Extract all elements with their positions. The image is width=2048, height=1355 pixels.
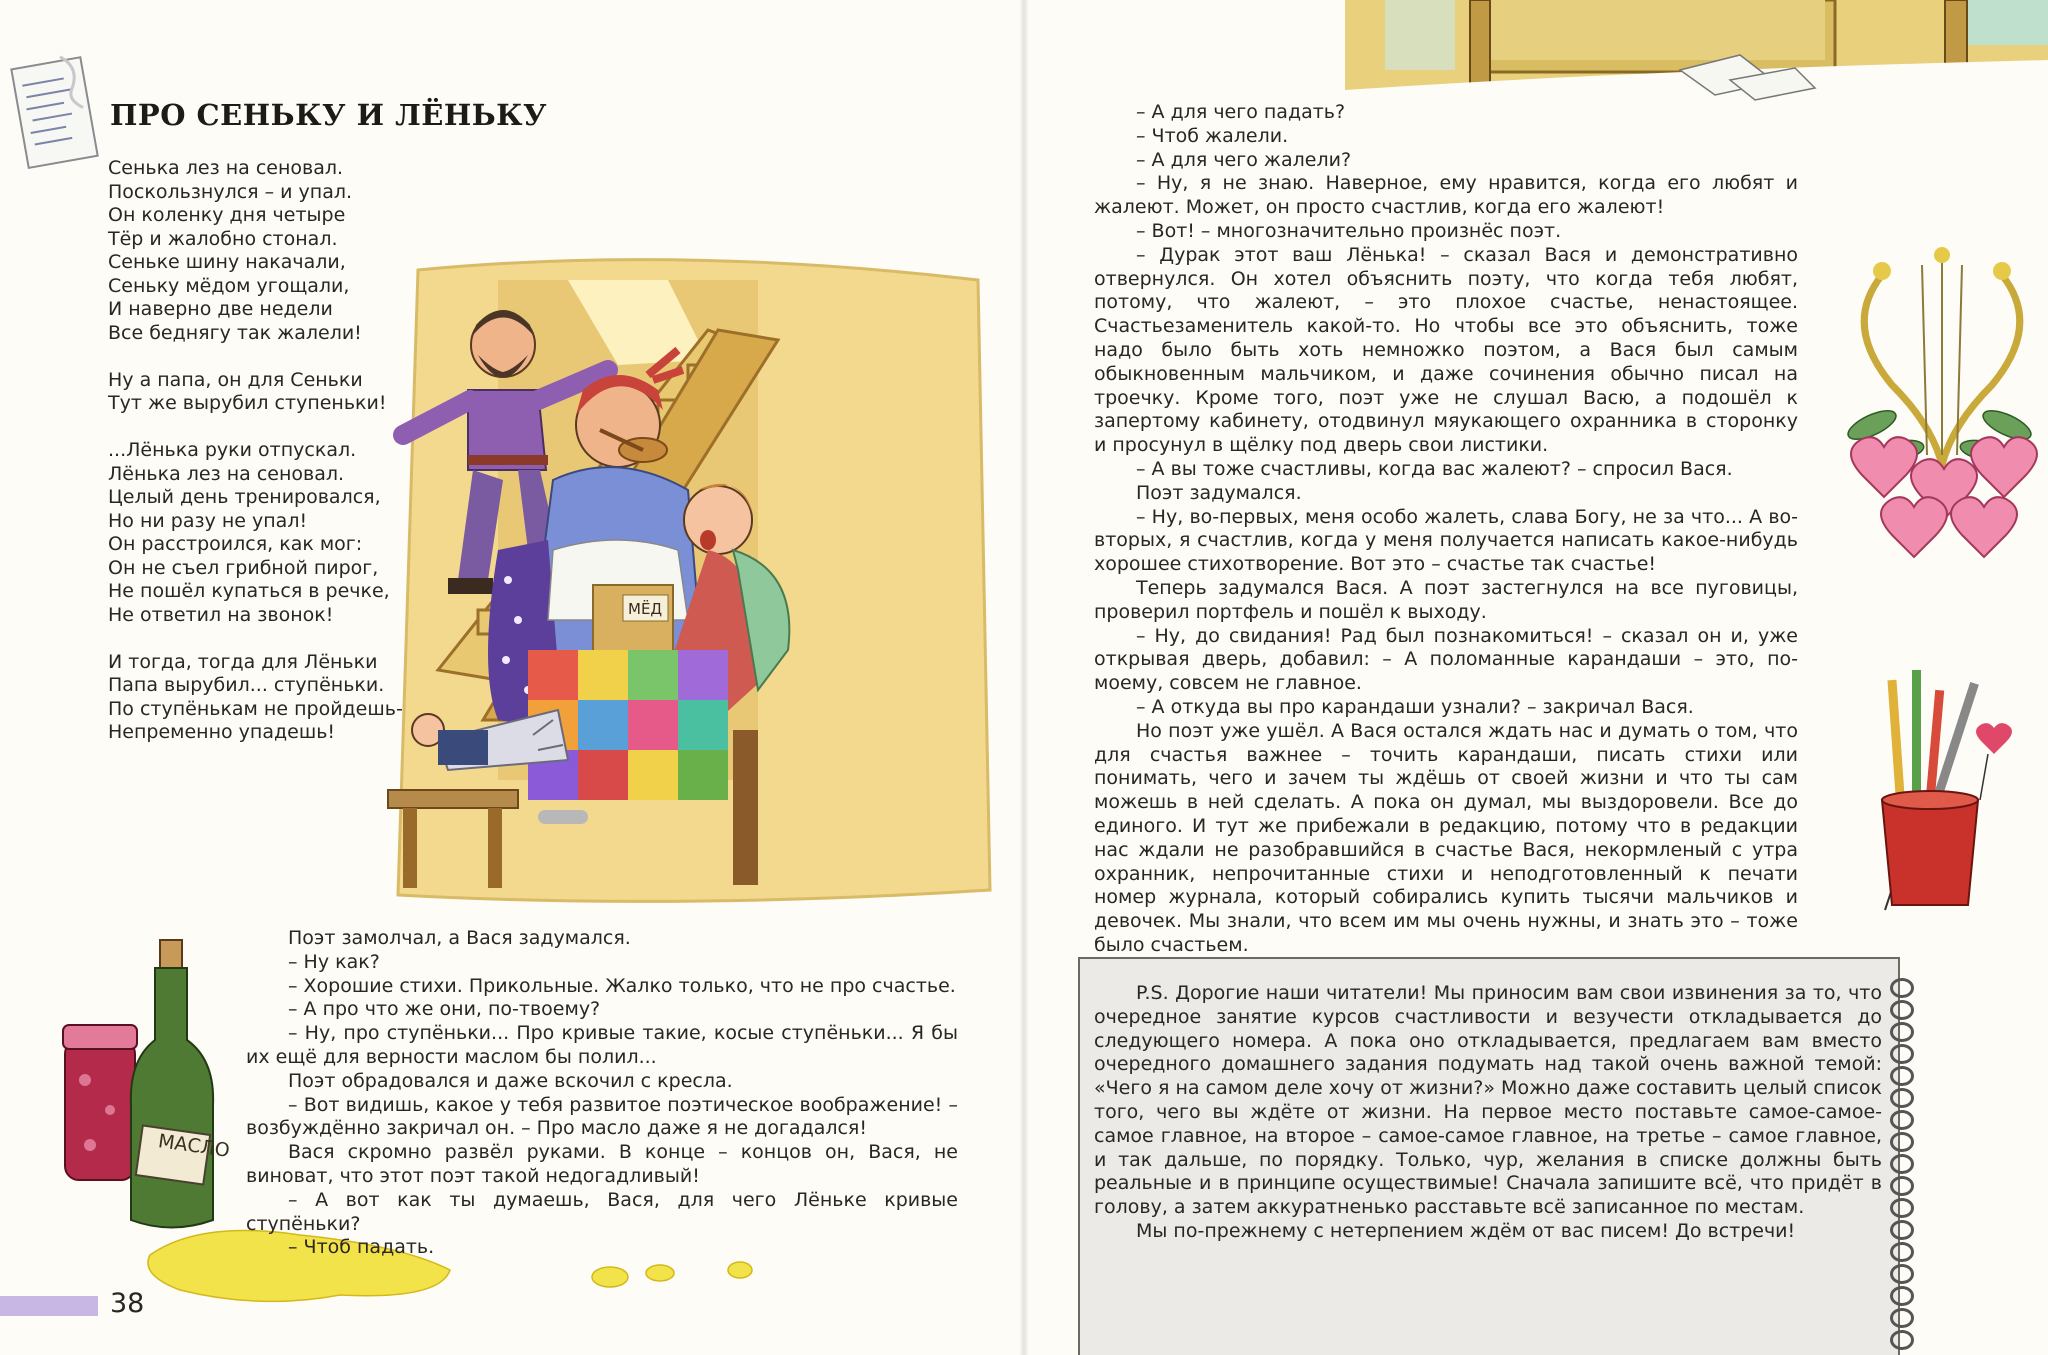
- poem-line: Лёнька лез на сеновал.: [108, 462, 345, 485]
- paragraph: – А вот как ты думаешь, Вася, для чего Лёньке кривые ступёньки?: [246, 1188, 958, 1235]
- page-spine: [1020, 0, 1028, 1355]
- oil-bottle-label: МАСЛО: [156, 1130, 232, 1162]
- paragraph: – А про что же они, по-твоему?: [288, 998, 601, 1021]
- right-prose-block: [1094, 101, 1798, 958]
- paragraph: Мы по-прежнему с нетерпением ждём от вас писем! До встречи!: [1136, 1219, 1796, 1242]
- page-number: 38: [110, 1288, 145, 1319]
- poem-line: И тогда, тогда для Лёньки: [108, 650, 378, 673]
- paragraph: – Ну, до свидания! Рад был познакомиться! – сказал он и, уже открывая дверь, добавил: – А поломанные карандаши – это, по-моему, совсем не главное.: [1094, 624, 1798, 695]
- poem-line: Не пошёл купаться в речке,: [108, 580, 390, 602]
- lyre-hearts-illustration: [1832, 235, 2048, 569]
- pencil-cup-illustration: [1870, 650, 2030, 924]
- poem-line: Непременно упадешь!: [108, 721, 336, 743]
- staircase-family-illustration: [378, 250, 998, 916]
- poem-line: Тёр и жалобно стонал.: [108, 227, 338, 250]
- paragraph: – Дурак этот ваш Лёнька! – сказал Вася и демонстративно отвернулся. Он хотел объяснить поэту, что когда тебя любят, потому, что жалеют, – это плохое счастье, ненастоящее. Счастьезаменитель какой-то. Но чтобы все это объяснить, тоже надо было быть хоть немножко поэтом, а Вася был самым обыкновенным мальчиком, и даже сочинения обычно писал на троечку. Кроме того, поэт уже не слушал Васю, а подошёл к запертому кабинету, отодвинул мяукающего охранника в сторонку и просунул в щёлку под дверь свои листики.: [1094, 243, 1798, 457]
- page-number-bar: [0, 1296, 98, 1316]
- poem-line: ...Лёнька руки отпускал.: [108, 439, 357, 461]
- article-title: ПРО СЕНЬКУ И ЛЁНЬКУ: [110, 98, 548, 132]
- poem-line: Он не съел грибной пирог,: [108, 556, 379, 579]
- stanza-break: [108, 627, 408, 651]
- spiral-ring: [1890, 1088, 1914, 1108]
- poem-line: Он расстроился, как мог:: [108, 533, 363, 555]
- paragraph: – А вы тоже счастливы, когда вас жалеют? – спросил Вася.: [1136, 457, 1733, 480]
- spiral-ring: [1890, 1000, 1914, 1020]
- spiral-ring: [1890, 1022, 1914, 1042]
- paragraph: – Ну, про ступёньки... Про кривые такие, косые ступёньки... Я бы их ещё для верности маслом бы полил...: [246, 1022, 958, 1068]
- poem-line: Тут же вырубил ступеньки!: [108, 392, 387, 414]
- poem-line: Сенька лез на сеновал.: [108, 157, 344, 179]
- spiral-ring: [1890, 978, 1914, 998]
- poem-line: Ну а папа, он для Сеньки: [108, 368, 363, 391]
- paragraph: – Хорошие стихи. Прикольные. Жалко только, что не про счастье.: [288, 974, 956, 997]
- spiral-ring: [1890, 1132, 1914, 1152]
- stanza-break: [108, 416, 408, 440]
- poem-line: Целый день тренировался,: [108, 486, 381, 508]
- poem-line: По ступёнькам не пройдешь-: [108, 697, 403, 720]
- paragraph: Теперь задумался Вася. А поэт застегнулся на все пуговицы, проверил портфель и пошёл к выходу.: [1094, 576, 1798, 623]
- spiral-ring: [1890, 1066, 1914, 1086]
- window-and-papers-illustration: [1345, 0, 2048, 114]
- spiral-ring: [1890, 1286, 1914, 1306]
- left-prose-block: [246, 927, 958, 1260]
- poem-line: Он коленку дня четыре: [108, 204, 346, 226]
- paragraph: Поэт замолчал, а Вася задумался.: [288, 927, 631, 949]
- honey-jar-label: МЁД: [628, 600, 663, 618]
- notebook-spiral-binding: [1888, 970, 1918, 1355]
- stanza-break: [108, 345, 408, 369]
- poem-line: И наверно две недели: [108, 298, 333, 320]
- paragraph: – Ну как?: [288, 950, 380, 973]
- spiral-ring: [1890, 1110, 1914, 1130]
- poem: [108, 157, 408, 745]
- spiral-ring: [1890, 1198, 1914, 1218]
- poem-line: Папа вырубил... ступёньки.: [108, 674, 385, 696]
- spiral-ring: [1890, 1308, 1914, 1328]
- paragraph: – А для чего падать?: [1136, 101, 1346, 123]
- paragraph: Поэт задумался.: [1136, 481, 1302, 504]
- paragraph: – Вот! – многозначительно произнёс поэт.: [1136, 219, 1562, 242]
- spiral-ring: [1890, 1154, 1914, 1174]
- spiral-ring: [1890, 1330, 1914, 1350]
- spiral-ring: [1890, 1242, 1914, 1262]
- poem-line: Поскользнулся – и упал.: [108, 180, 353, 203]
- paragraph: P.S. Дорогие наши читатели! Мы приносим вам свои извинения за то, что очередное занятие курсов счастливости и везучести откладывается до следующего номера. А пока оно откладывается, предлагаем вам вместо очередного домашнего задания подумать над такой очень важной темой: «Чего я на самом деле хочу от жизни?» Можно даже составить целый список того, чего вы ждёте от жизни. На первое место поставьте самое-самое-самое главное, на второе – самое-самое главное, на третье – самое главное, и так дальше, по порядку. Только, чур, желания в списке должны быть реальные и в принципе осуществимые! Сначала запишите всё, что придёт в голову, а затем аккуратненько расставьте всё записанное по местам.: [1094, 982, 1882, 1219]
- paragraph: – Ну, во-первых, меня особо жалеть, слава Богу, не за что... А во-вторых, я счастлив, когда у меня получается написать какое-нибудь хорошее стихотворение. Вот это – счастье так счастье!: [1094, 505, 1798, 576]
- paragraph: Вася скромно развёл руками. В конце – концов он, Вася, не виноват, что этот поэт такой недогадливый!: [246, 1141, 958, 1187]
- spiral-ring: [1890, 1044, 1914, 1064]
- spiral-ring: [1890, 1176, 1914, 1196]
- paragraph: – Чтоб падать.: [288, 1236, 435, 1259]
- paragraph: – Чтоб жалели.: [1136, 124, 1289, 147]
- paragraph: Поэт обрадовался и даже вскочил с кресла.: [288, 1069, 733, 1092]
- paragraph: – А для чего жалели?: [1136, 148, 1352, 171]
- spiral-ring: [1890, 1220, 1914, 1240]
- paragraph: – Ну, я не знаю. Наверное, ему нравится, когда его любят и жалеют. Может, он просто счастлив, когда его жалеют!: [1094, 172, 1798, 219]
- poem-line: Но ни разу не упал!: [108, 509, 308, 532]
- spiral-ring: [1890, 1264, 1914, 1284]
- poem-line: Сеньку мёдом угощали,: [108, 274, 350, 297]
- jam-and-oil-illustration: [55, 930, 215, 1254]
- paragraph: – А откуда вы про карандаши узнали? – закричал Вася.: [1136, 695, 1694, 718]
- handwritten-note-icon: [8, 50, 108, 184]
- ps-text-block: [1094, 982, 1882, 1244]
- poem-line: Сеньке шину накачали,: [108, 251, 346, 273]
- poem-line: Все беднягу так жалели!: [108, 321, 362, 344]
- paragraph: – Вот видишь, какое у тебя развитое поэтическое воображение! – возбуждённо закричал он. – Про масло даже я не догадался!: [246, 1093, 958, 1140]
- poem-line: Не ответил на звонок!: [108, 603, 334, 626]
- paragraph: Но поэт уже ушёл. А Вася остался ждать нас и думать о том, что для счастья важнее – точить карандаши, писать стихи или понимать, чего и зачем ты ждёшь от своей жизни и что ты сам можешь в ней сделать. А пока он думал, мы выздоровели. Все до единого. И тут же прибежали в редакцию, потому что в редакции нас ждали не разобравшийся в счастье Вася, некормленый с утра охранник, непрочитанные стихи и неподготовленный к печати номер журнала, который собирались купить тысячи мальчиков и девочек. Мы знали, что всем им мы очень нужны, и знать это – тоже было счастьем.: [1094, 719, 1798, 956]
